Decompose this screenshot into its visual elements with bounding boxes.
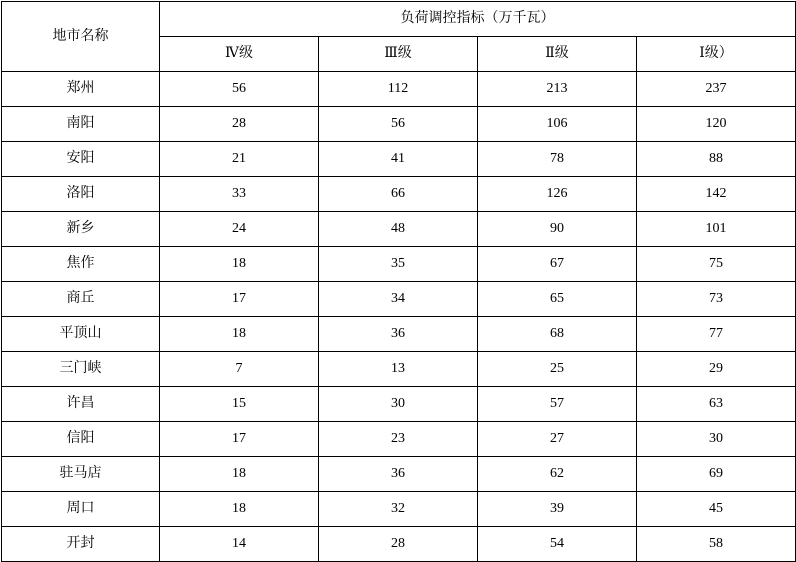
value-level-3: 48 [319, 212, 478, 247]
header-level-1: Ⅰ级） [637, 37, 796, 72]
value-level-3: 30 [319, 387, 478, 422]
value-level-4: 17 [160, 282, 319, 317]
value-level-2: 57 [478, 387, 637, 422]
table-row [2, 282, 796, 317]
table-row [2, 527, 796, 562]
value-level-4: 18 [160, 492, 319, 527]
table-body [2, 72, 796, 562]
city-name: 新乡 [2, 212, 160, 247]
city-name: 驻马店 [2, 457, 160, 492]
header-level-4: Ⅳ级 [160, 37, 319, 72]
header-city-name: 地市名称 [2, 2, 160, 72]
value-level-3: 36 [319, 457, 478, 492]
city-name: 南阳 [2, 107, 160, 142]
value-level-2: 54 [478, 527, 637, 562]
header-level-3: Ⅲ级 [319, 37, 478, 72]
table-row [2, 422, 796, 457]
value-level-3: 32 [319, 492, 478, 527]
table-row [2, 142, 796, 177]
load-control-table [1, 1, 796, 562]
value-level-4: 15 [160, 387, 319, 422]
value-level-2: 90 [478, 212, 637, 247]
value-level-3: 28 [319, 527, 478, 562]
value-level-1: 142 [637, 177, 796, 212]
value-level-4: 28 [160, 107, 319, 142]
table-row [2, 492, 796, 527]
value-level-4: 7 [160, 352, 319, 387]
value-level-3: 66 [319, 177, 478, 212]
value-level-4: 18 [160, 317, 319, 352]
table-row [2, 387, 796, 422]
value-level-2: 27 [478, 422, 637, 457]
value-level-2: 68 [478, 317, 637, 352]
value-level-2: 106 [478, 107, 637, 142]
value-level-3: 36 [319, 317, 478, 352]
value-level-1: 58 [637, 527, 796, 562]
value-level-1: 101 [637, 212, 796, 247]
city-name: 周口 [2, 492, 160, 527]
value-level-4: 21 [160, 142, 319, 177]
city-name: 开封 [2, 527, 160, 562]
value-level-3: 35 [319, 247, 478, 282]
value-level-1: 29 [637, 352, 796, 387]
table-header-row-1 [2, 2, 796, 37]
city-name: 商丘 [2, 282, 160, 317]
value-level-1: 30 [637, 422, 796, 457]
value-level-1: 88 [637, 142, 796, 177]
value-level-4: 14 [160, 527, 319, 562]
city-name: 洛阳 [2, 177, 160, 212]
document-page [0, 1, 796, 552]
city-name: 许昌 [2, 387, 160, 422]
value-level-3: 56 [319, 107, 478, 142]
value-level-1: 73 [637, 282, 796, 317]
value-level-1: 120 [637, 107, 796, 142]
value-level-1: 237 [637, 72, 796, 107]
value-level-3: 34 [319, 282, 478, 317]
value-level-1: 45 [637, 492, 796, 527]
city-name: 信阳 [2, 422, 160, 457]
value-level-2: 126 [478, 177, 637, 212]
city-name: 平顶山 [2, 317, 160, 352]
table-row [2, 317, 796, 352]
table-row [2, 212, 796, 247]
city-name: 焦作 [2, 247, 160, 282]
value-level-2: 67 [478, 247, 637, 282]
table-row [2, 247, 796, 282]
value-level-3: 13 [319, 352, 478, 387]
header-group-title: 负荷调控指标（万千瓦） [160, 2, 796, 37]
table-row [2, 72, 796, 107]
value-level-4: 24 [160, 212, 319, 247]
city-name: 三门峡 [2, 352, 160, 387]
value-level-2: 213 [478, 72, 637, 107]
header-level-2: Ⅱ级 [478, 37, 637, 72]
table-head [2, 2, 796, 72]
value-level-2: 25 [478, 352, 637, 387]
value-level-4: 18 [160, 247, 319, 282]
value-level-4: 17 [160, 422, 319, 457]
value-level-3: 41 [319, 142, 478, 177]
value-level-1: 63 [637, 387, 796, 422]
value-level-1: 77 [637, 317, 796, 352]
table-row [2, 457, 796, 492]
table-row [2, 107, 796, 142]
value-level-1: 69 [637, 457, 796, 492]
value-level-3: 23 [319, 422, 478, 457]
value-level-4: 33 [160, 177, 319, 212]
value-level-2: 78 [478, 142, 637, 177]
value-level-3: 112 [319, 72, 478, 107]
table-row [2, 352, 796, 387]
table-row [2, 177, 796, 212]
value-level-2: 39 [478, 492, 637, 527]
city-name: 安阳 [2, 142, 160, 177]
value-level-2: 62 [478, 457, 637, 492]
value-level-4: 18 [160, 457, 319, 492]
city-name: 郑州 [2, 72, 160, 107]
value-level-1: 75 [637, 247, 796, 282]
value-level-4: 56 [160, 72, 319, 107]
value-level-2: 65 [478, 282, 637, 317]
